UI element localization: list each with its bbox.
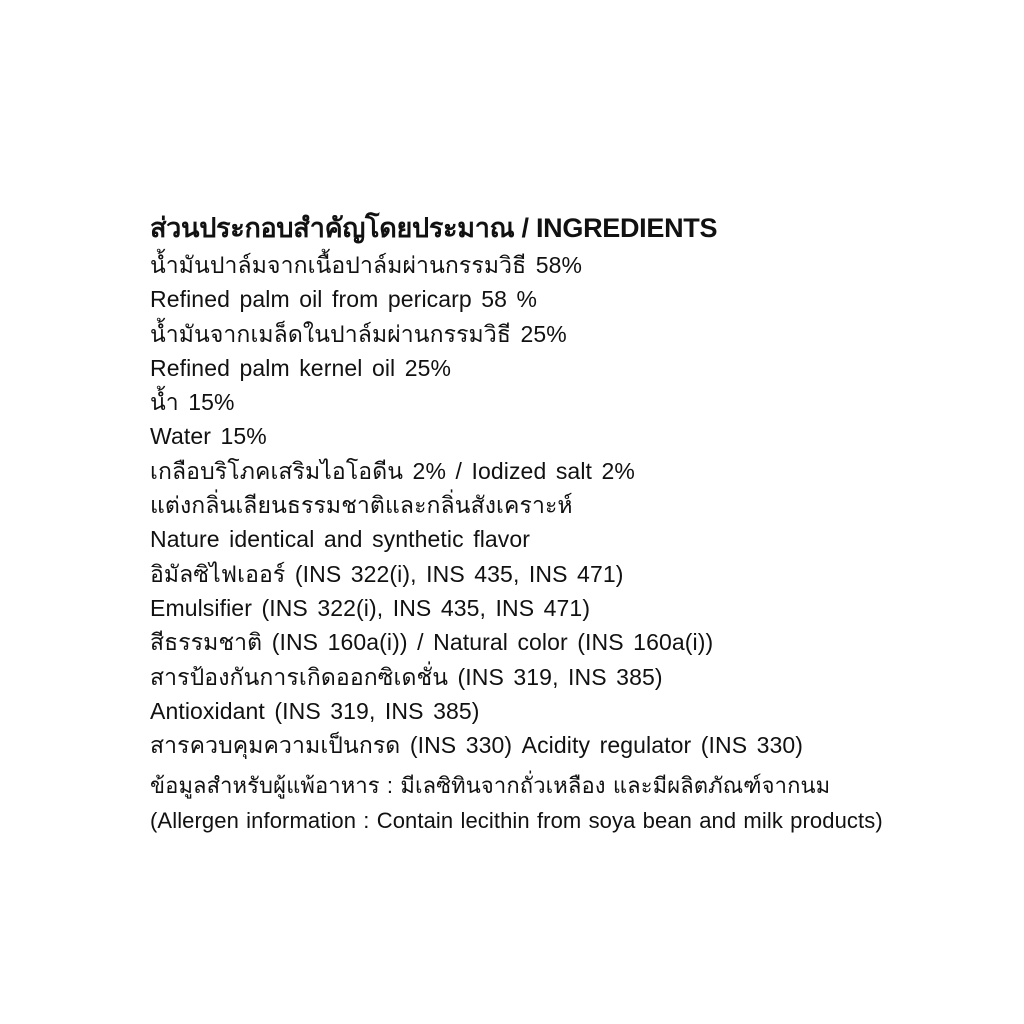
ingredients-label bbox=[150, 208, 1010, 838]
ingredient-line: Antioxidant (INS 319, INS 385) bbox=[150, 697, 480, 724]
ingredient-line: Refined palm kernel oil 25% bbox=[150, 354, 452, 381]
ingredient-list bbox=[150, 248, 1010, 762]
ingredient-line: Refined palm oil from pericarp 58 % bbox=[150, 286, 538, 313]
ingredient-line: อิมัลซิไฟเออร์ (INS 322(i), INS 435, INS 471) bbox=[150, 560, 624, 587]
ingredient-line: น้ำมันจากเมล็ดในปาล์มผ่านกรรมวิธี 25% bbox=[150, 320, 567, 347]
ingredient-line: สารป้องกันการเกิดออกซิเดชั่น (INS 319, INS 385) bbox=[150, 663, 663, 690]
allergen-info-english: (Allergen information : Contain lecithin from soya bean and milk products) bbox=[150, 808, 883, 834]
ingredient-line: สารควบคุมความเป็นกรด (INS 330) Acidity regulator (INS 330) bbox=[150, 732, 804, 759]
allergen-info bbox=[150, 768, 1010, 838]
allergen-info-thai: ข้อมูลสำหรับผู้แพ้อาหาร : มีเลซิทินจากถั่วเหลือง และมีผลิตภัณฑ์จากนม bbox=[150, 773, 831, 799]
ingredient-line: Water 15% bbox=[150, 423, 267, 450]
ingredient-line: เกลือบริโภคเสริมไอโอดีน 2% / Iodized salt 2% bbox=[150, 457, 635, 484]
ingredient-line: Emulsifier (INS 322(i), INS 435, INS 471) bbox=[150, 594, 591, 621]
ingredient-line: Nature identical and synthetic flavor bbox=[150, 526, 531, 553]
ingredient-line: น้ำมันปาล์มจากเนื้อปาล์มผ่านกรรมวิธี 58% bbox=[150, 252, 583, 278]
ingredients-heading: ส่วนประกอบสำคัญโดยประมาณ / INGREDIENTS bbox=[150, 213, 718, 243]
ingredient-line: สีธรรมชาติ (INS 160a(i)) / Natural color (INS 160a(i)) bbox=[150, 629, 714, 656]
ingredient-line: แต่งกลิ่นเลียนธรรมชาติและกลิ่นสังเคราะห์ bbox=[150, 492, 573, 519]
ingredient-line: น้ำ 15% bbox=[150, 389, 235, 416]
